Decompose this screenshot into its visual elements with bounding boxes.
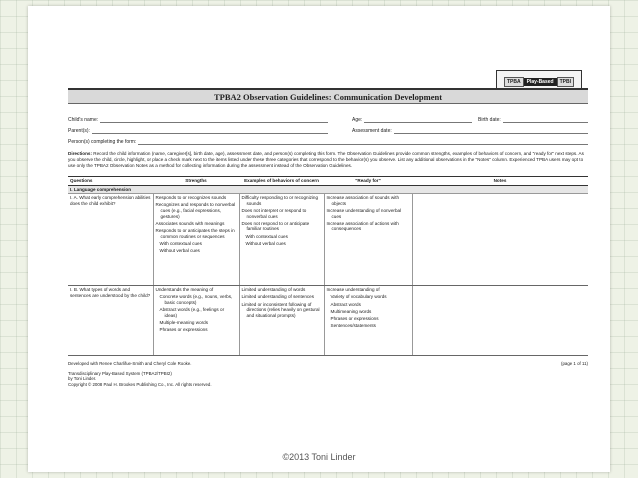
copyright-line: Copyright © 2008 Paul H. Brookes Publishing Co., Inc. All rights reserved. [68, 381, 212, 387]
table-row [68, 194, 588, 286]
question-cell: I. A. What early comprehension abilities does the child exhibit? [68, 194, 153, 286]
childs-name-field[interactable]: Child's name: [68, 117, 328, 123]
person-completing-field[interactable]: Person(s) completing the form: [68, 139, 588, 145]
header-questions: Questions [68, 177, 153, 186]
header-concern: Examples of behaviors of concern [239, 177, 324, 186]
form-title: TPBA2 Observation Guidelines: Communication Development [68, 88, 588, 104]
section-language-comprehension: I. Language comprehension [68, 185, 588, 194]
notes-cell[interactable] [412, 194, 588, 286]
strengths-cell: Responds to or recognizes sounds Recognizes and responds to nonverbal cues (e.g., facial expressions, gestures) Associates sounds with meanings Responds to or anticipates the steps in common routines or sequences With contextual cues Without verbal cues [153, 194, 239, 286]
assessment-date-field[interactable]: Assessment date: [352, 128, 588, 134]
directions-text: Directions: Record the child information (name, caregiver[s], birth date, age), assessment date, and person(s) completing this form. The Observation Guidelines provide common strengths, examples of behaviors of concern, and "ready for" next steps. As you observe the child, circle, highlight, or place a check mark next to the items listed under these three categories that correspond to the behavior(s) you observe. List any additional observations in the "Notes" column. Experienced TPBA users may opt to use only the TPBA2 Observation Notes as a method for collecting information during the assessment instead of the Observation Guidelines. [68, 151, 584, 168]
form-footer [68, 361, 588, 387]
developed-by-text: Developed with Renee Charlifue-Smith and Cheryl Cole Rooke. [68, 361, 192, 367]
strengths-cell: Understands the meaning of Concrete words (e.g., nouns, verbs, basic concepts) Abstract words (e.g., feelings or ideas) Multiple-meaning words Phrases or expressions [153, 286, 239, 356]
ready-cell: Increase understanding of Variety of vocabulary words Abstract words Multimeaning words Phrases or expressions Sentences/statements [324, 286, 412, 356]
observation-form [68, 76, 588, 388]
system-name: Transdisciplinary Play-Based System (TPBA2/TPBI2) [68, 370, 172, 376]
notes-cell[interactable] [412, 286, 588, 356]
concerns-cell: Difficulty responding to or recognizing sounds Does not interpret or respond to nonverbal cues Does not respond to or anticipate familiar routines With contextual cues Without verbal cues [239, 194, 324, 286]
logo-center-text: Play-Based [524, 78, 557, 86]
birth-date-field[interactable]: Birth date: [478, 117, 588, 123]
slide-credit: ©2013 Toni Linder [282, 452, 356, 462]
page-number: (page 1 of 11) [560, 361, 588, 367]
question-cell: I. B. What types of words and sentences are understood by the child? [68, 286, 153, 356]
slide [28, 6, 610, 472]
logo-right-text: TPBI [557, 77, 574, 87]
header-notes: Notes [412, 177, 588, 186]
header-strengths: Strengths [153, 177, 239, 186]
table-row [68, 286, 588, 356]
child-info-fields [68, 112, 588, 145]
logo-left-text: TPBA [504, 77, 524, 87]
parents-field[interactable]: Parent(s): [68, 128, 328, 134]
author-line: by Toni Linder. [68, 376, 97, 382]
ready-cell: Increase association of sounds with objects Increase understanding of nonverbal cues Increase association of actions with consequences [324, 194, 412, 286]
observation-table [68, 176, 588, 356]
concerns-cell: Limited understanding of words Limited understanding of sentences Limited or inconsistent following of directions (relies heavily on gestural and situational prompts) [239, 286, 324, 356]
header-ready: "Ready for" [324, 177, 412, 186]
age-field[interactable]: Age: [352, 117, 472, 123]
